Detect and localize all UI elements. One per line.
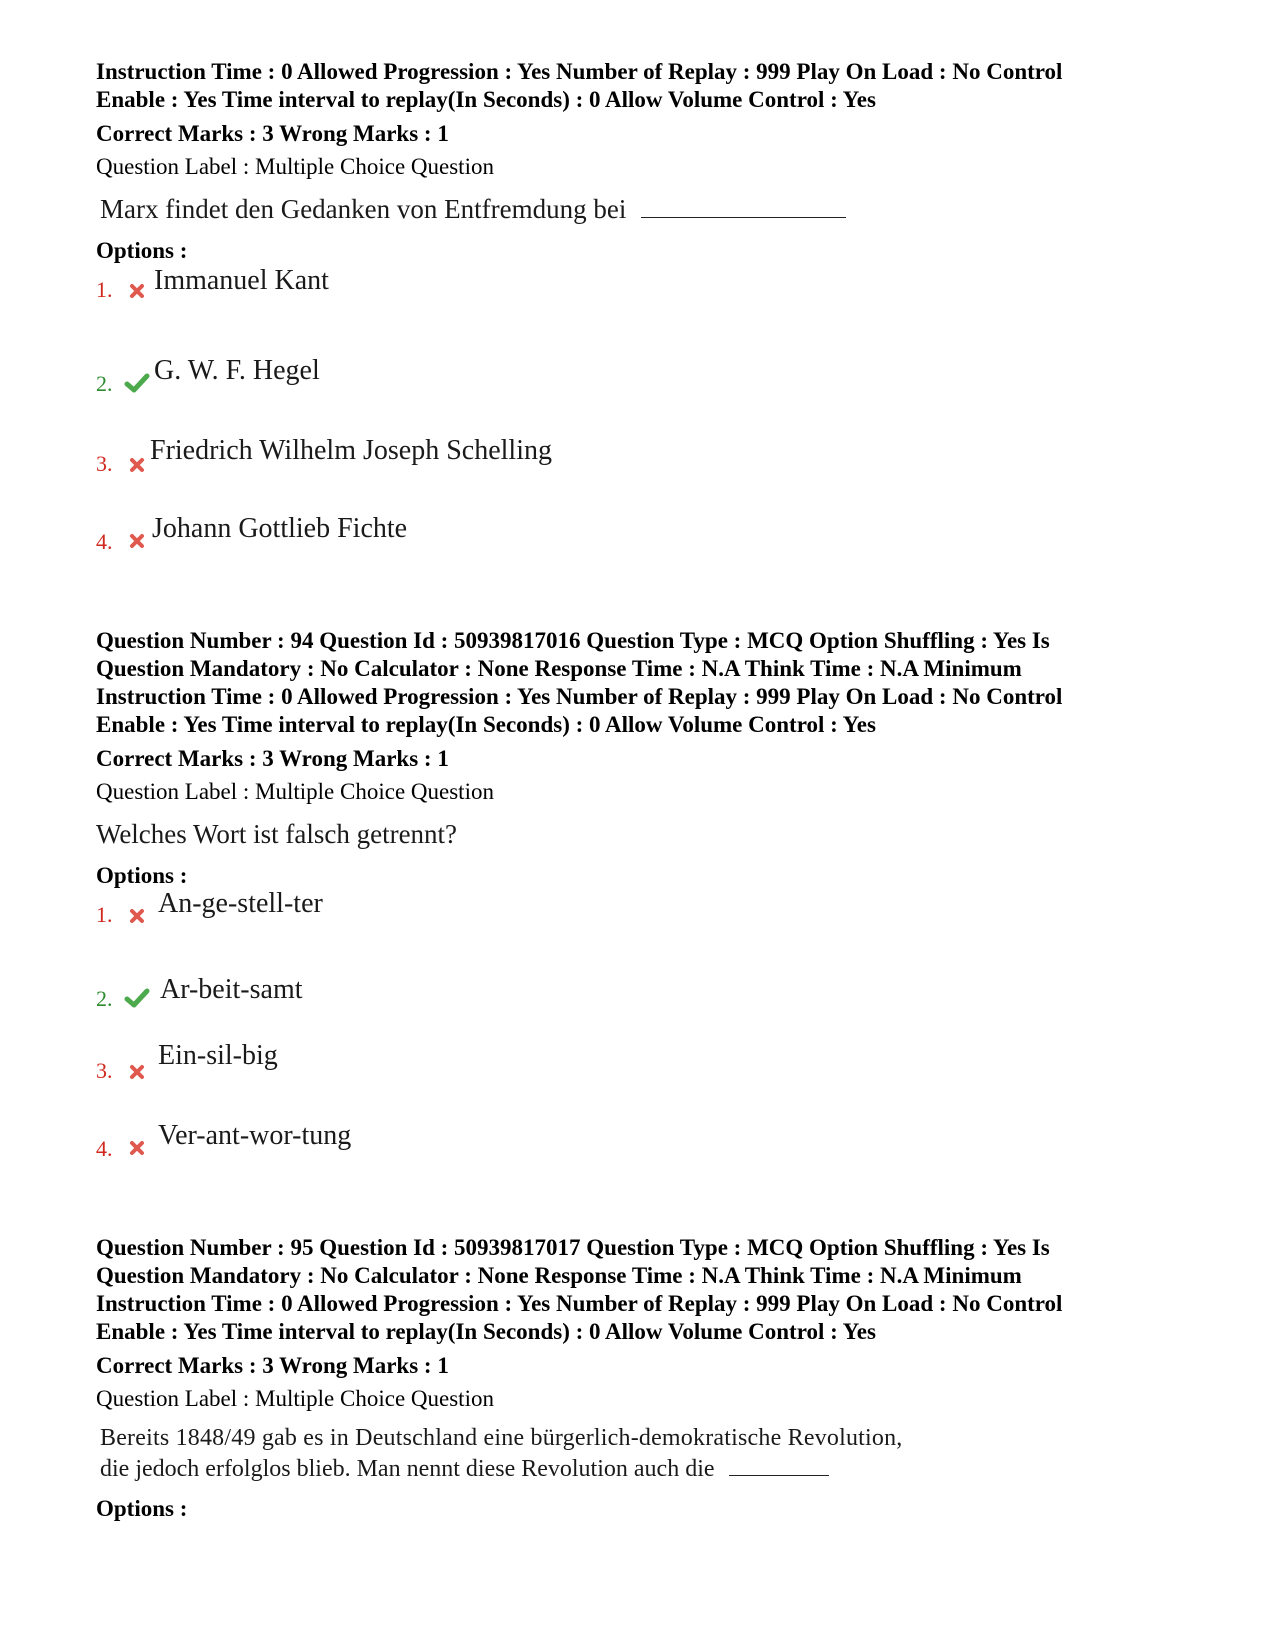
meta-line: Enable : Yes Time interval to replay(In Seconds) : 0 Allow Volume Control : Yes xyxy=(96,87,876,112)
cross-icon xyxy=(120,283,154,299)
question-paper xyxy=(96,58,1196,1523)
question-text xyxy=(96,816,461,852)
cross-icon xyxy=(120,908,154,924)
question-block-95 xyxy=(96,1234,1196,1523)
option-text: Immanuel Kant xyxy=(154,265,329,296)
option-text: G. W. F. Hegel xyxy=(154,355,320,386)
option-item xyxy=(96,944,1196,1014)
question-label: Question Label : Multiple Choice Question xyxy=(96,154,494,179)
option-text: An-ge-stell-ter xyxy=(158,888,323,919)
question-text xyxy=(96,191,850,227)
option-item xyxy=(96,1086,1196,1164)
answer-blank xyxy=(729,1474,829,1476)
marks-line: Correct Marks : 3 Wrong Marks : 1 xyxy=(96,121,449,146)
option-number: 1. xyxy=(96,277,113,302)
question-label: Question Label : Multiple Choice Question xyxy=(96,779,494,804)
question-block-94 xyxy=(96,627,1196,1164)
cross-icon xyxy=(120,457,154,473)
option-number: 1. xyxy=(96,902,113,927)
option-number: 3. xyxy=(96,1058,113,1083)
question-text-line: Bereits 1848/49 gab es in Deutschland eine bürgerlich-demokratische Revolution, xyxy=(100,1425,903,1451)
option-item xyxy=(96,1014,1196,1086)
spacer xyxy=(96,557,1196,627)
question-text-content: Welches Wort ist falsch getrennt? xyxy=(96,819,458,849)
question-block-93 xyxy=(96,58,1196,557)
option-item xyxy=(96,866,1196,944)
option-text: Friedrich Wilhelm Joseph Schelling xyxy=(150,435,552,466)
question-text xyxy=(96,1421,907,1487)
option-text: Ar-beit-samt xyxy=(160,974,303,1005)
option-text: Johann Gottlieb Fichte xyxy=(152,513,408,544)
option-number: 2. xyxy=(96,986,113,1011)
options-list xyxy=(96,241,1196,557)
option-number: 4. xyxy=(96,1136,113,1161)
meta-line: Question Number : 95 Question Id : 50939817017 Question Type : MCQ Option Shuffling : Yes Is xyxy=(96,1235,1050,1260)
option-number: 3. xyxy=(96,451,113,476)
spacer xyxy=(96,1164,1196,1234)
options-heading: Options : xyxy=(96,238,188,263)
question-text-line xyxy=(100,1454,903,1485)
meta-line: Enable : Yes Time interval to replay(In Seconds) : 0 Allow Volume Control : Yes xyxy=(96,712,876,737)
check-icon xyxy=(120,373,154,393)
question-label: Question Label : Multiple Choice Question xyxy=(96,1386,494,1411)
cross-icon xyxy=(120,1140,154,1156)
cross-icon xyxy=(120,1064,154,1080)
cross-icon xyxy=(120,533,154,549)
option-text: Ver-ant-wor-tung xyxy=(158,1120,352,1151)
option-text: Ein-sil-big xyxy=(158,1040,278,1071)
options-list xyxy=(96,866,1196,1164)
option-item xyxy=(96,479,1196,557)
question-text-content: die jedoch erfolglos blieb. Man nennt diese Revolution auch die xyxy=(100,1456,715,1482)
question-text-content: Marx findet den Gedanken von Entfremdung bei xyxy=(100,194,627,224)
answer-blank xyxy=(641,216,846,218)
meta-line: Question Mandatory : No Calculator : None Response Time : N.A Think Time : N.A Minimum xyxy=(96,656,1022,681)
marks-line: Correct Marks : 3 Wrong Marks : 1 xyxy=(96,1353,449,1378)
meta-line: Instruction Time : 0 Allowed Progression : Yes Number of Replay : 999 Play On Load : No Control xyxy=(96,1291,1063,1316)
meta-line: Question Mandatory : No Calculator : None Response Time : N.A Think Time : N.A Minimum xyxy=(96,1263,1022,1288)
check-icon xyxy=(120,988,154,1008)
meta-line: Instruction Time : 0 Allowed Progression : Yes Number of Replay : 999 Play On Load : No Control xyxy=(96,684,1063,709)
option-number: 4. xyxy=(96,529,113,554)
meta-line: Instruction Time : 0 Allowed Progression : Yes Number of Replay : 999 Play On Load : No Control xyxy=(96,59,1063,84)
meta-line: Enable : Yes Time interval to replay(In Seconds) : 0 Allow Volume Control : Yes xyxy=(96,1319,876,1344)
meta-line: Question Number : 94 Question Id : 50939817016 Question Type : MCQ Option Shuffling : Yes Is xyxy=(96,628,1050,653)
option-item xyxy=(96,241,1196,319)
option-item xyxy=(96,319,1196,399)
options-heading: Options : xyxy=(96,1496,188,1521)
options-heading: Options : xyxy=(96,863,188,888)
option-number: 2. xyxy=(96,371,113,396)
option-item xyxy=(96,399,1196,479)
marks-line: Correct Marks : 3 Wrong Marks : 1 xyxy=(96,746,449,771)
